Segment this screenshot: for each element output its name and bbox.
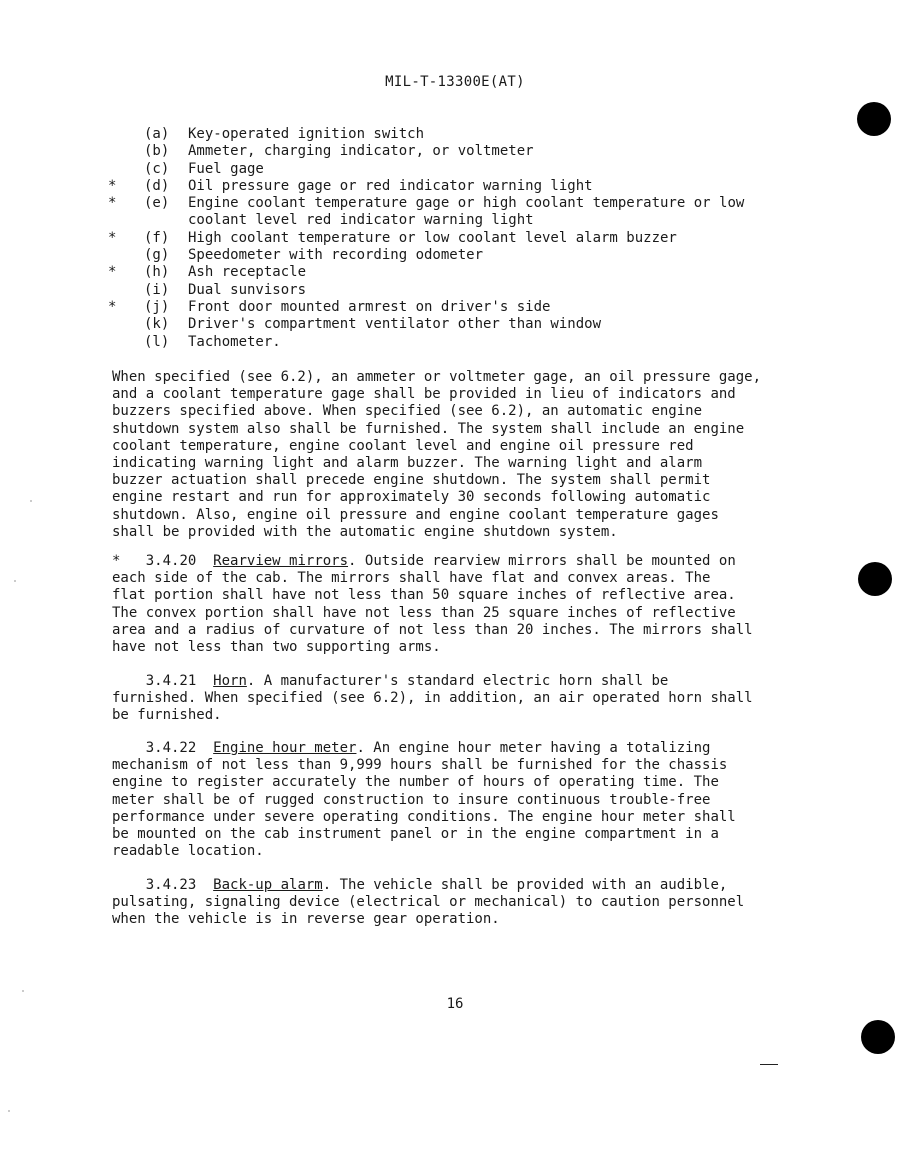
text-line: The convex portion shall have not less than 25 square inches of reflective — [112, 604, 736, 621]
scan-speck — [8, 1110, 10, 1112]
list-item-text: Front door mounted armrest on driver's side — [188, 298, 551, 315]
list-item-text: Speedometer with recording odometer — [188, 247, 484, 264]
list-item — [108, 126, 808, 143]
list-item-text: Oil pressure gage or red indicator warning light — [188, 177, 593, 194]
change-mark: * — [108, 195, 117, 212]
list-item-label: (g) — [144, 247, 170, 264]
list-item-text: High coolant temperature or low coolant level alarm buzzer — [188, 229, 677, 246]
list-item — [108, 230, 808, 247]
list-item-label: (c) — [144, 160, 170, 177]
list-item-text: Tachometer. — [188, 333, 281, 350]
list-item-label: (f) — [144, 229, 170, 246]
text-line: shall be provided with the automatic engine shutdown system. — [112, 523, 618, 540]
change-mark — [108, 282, 144, 299]
text-line: mechanism of not less than 9,999 hours shall be furnished for the chassis — [112, 757, 728, 774]
change-mark — [108, 143, 144, 160]
section-number: 3.4.23 — [145, 877, 197, 893]
list-item-label: (j) — [144, 298, 170, 315]
section-3-4-21 — [112, 673, 802, 725]
margin-dash — [760, 1064, 778, 1065]
list-item — [108, 264, 808, 281]
text-line: When specified (see 6.2), an ammeter or voltmeter gage, an oil pressure gage, — [112, 369, 762, 385]
section-title: Back-up alarm — [213, 877, 323, 893]
list-item-label: (h) — [144, 264, 170, 281]
scan-speck — [30, 500, 32, 502]
list-item-label: (a) — [144, 126, 170, 142]
text-line: flat portion shall have not less than 50 square inches of reflective area. — [112, 587, 736, 604]
text-line: area and a radius of curvature of not less than 20 inches. The mirrors shall — [112, 621, 753, 638]
text-line: buzzer actuation shall precede engine shutdown. The system shall permit — [112, 472, 711, 489]
change-mark — [108, 126, 144, 143]
list-item — [108, 282, 808, 299]
text-line: readable location. — [112, 843, 264, 860]
list-item-label: (b) — [144, 143, 170, 160]
change-mark — [108, 247, 144, 264]
list-item-text: Driver's compartment ventilator other than window — [188, 316, 602, 333]
list-item-label: (k) — [144, 316, 170, 333]
section-first-line: . An engine hour meter having a totalizing — [356, 740, 711, 756]
list-item-label — [144, 212, 188, 229]
text-line: be furnished. — [112, 707, 222, 724]
text-line: indicating warning light and alarm buzzer. The warning light and alarm — [112, 454, 703, 471]
document-header: MIL-T-13300E(AT) — [385, 74, 525, 90]
punch-hole-middle — [858, 562, 892, 596]
list-item-text: Ammeter, charging indicator, or voltmeter — [188, 143, 534, 160]
text-line: buzzers specified above. When specified (see 6.2), an automatic engine — [112, 403, 703, 420]
section-first-line: . A manufacturer's standard electric horn shall be — [246, 673, 669, 689]
list-item-text: Dual sunvisors — [188, 281, 307, 298]
list-item — [108, 316, 808, 333]
text-line: coolant temperature, engine coolant level and engine oil pressure red — [112, 437, 694, 454]
text-line: shutdown. Also, engine oil pressure and engine coolant temperature gages — [112, 506, 719, 523]
section-title: Engine hour meter — [213, 740, 357, 756]
list-item-label: (l) — [144, 333, 170, 350]
scan-speck — [14, 580, 16, 582]
scan-speck — [22, 990, 24, 992]
list-item — [108, 247, 808, 264]
list-item — [108, 195, 808, 212]
change-mark: * — [112, 553, 121, 569]
section-3-4-22 — [112, 740, 802, 860]
list-item-text: coolant level red indicator warning light — [188, 212, 534, 229]
change-mark: * — [108, 229, 117, 246]
section-first-line: . The vehicle shall be provided with an audible, — [322, 877, 728, 893]
text-line: performance under severe operating conditions. The engine hour meter shall — [112, 808, 736, 825]
text-line: each side of the cab. The mirrors shall have flat and convex areas. The — [112, 570, 711, 587]
list-item — [108, 212, 808, 229]
page-number: 16 — [446, 996, 464, 1012]
list-item-label: (i) — [144, 281, 170, 298]
change-mark — [108, 316, 144, 333]
text-line: meter shall be of rugged construction to insure continuous trouble-free — [112, 791, 711, 808]
change-mark — [108, 161, 144, 178]
text-line: engine to register accurately the number of hours of operating time. The — [112, 774, 719, 791]
change-mark: * — [108, 298, 117, 315]
text-line: shutdown system also shall be furnished. The system shall include an engine — [112, 420, 745, 437]
list-item — [108, 161, 808, 178]
equipment-list — [108, 126, 808, 351]
change-mark — [108, 334, 144, 351]
text-line: engine restart and run for approximately 30 seconds following automatic — [112, 489, 711, 506]
section-number: 3.4.21 — [145, 673, 197, 689]
list-item-text: Fuel gage — [188, 160, 264, 177]
paragraph-when-specified — [112, 369, 802, 541]
list-item-label: (e) — [144, 195, 170, 212]
punch-hole-bottom — [861, 1020, 895, 1054]
change-mark: * — [108, 177, 117, 194]
section-3-4-23 — [112, 877, 802, 929]
section-3-4-20 — [112, 553, 802, 656]
change-mark — [108, 212, 144, 229]
text-line: furnished. When specified (see 6.2), in addition, an air operated horn shall — [112, 690, 753, 707]
list-item-text: Key-operated ignition switch — [188, 126, 425, 142]
list-item — [108, 143, 808, 160]
punch-hole-top — [857, 102, 891, 136]
text-line: pulsating, signaling device (electrical or mechanical) to caution personnel — [112, 894, 745, 911]
section-title: Rearview mirrors — [213, 553, 349, 569]
list-item-text: Ash receptacle — [188, 264, 307, 281]
section-first-line: . Outside rearview mirrors shall be mounted on — [348, 553, 736, 569]
list-item — [108, 178, 808, 195]
list-item-text: Engine coolant temperature gage or high coolant temperature or low — [188, 195, 745, 212]
section-number: 3.4.22 — [145, 740, 197, 756]
text-line: and a coolant temperature gage shall be provided in lieu of indicators and — [112, 386, 736, 403]
section-number: 3.4.20 — [145, 553, 197, 569]
list-item — [108, 299, 808, 316]
text-line: when the vehicle is in reverse gear operation. — [112, 911, 500, 928]
section-title: Horn — [213, 673, 247, 689]
list-item-label: (d) — [144, 177, 170, 194]
change-mark: * — [108, 264, 117, 281]
text-line: be mounted on the cab instrument panel or in the engine compartment in a — [112, 825, 719, 842]
text-line: have not less than two supporting arms. — [112, 638, 441, 655]
list-item — [108, 334, 808, 351]
